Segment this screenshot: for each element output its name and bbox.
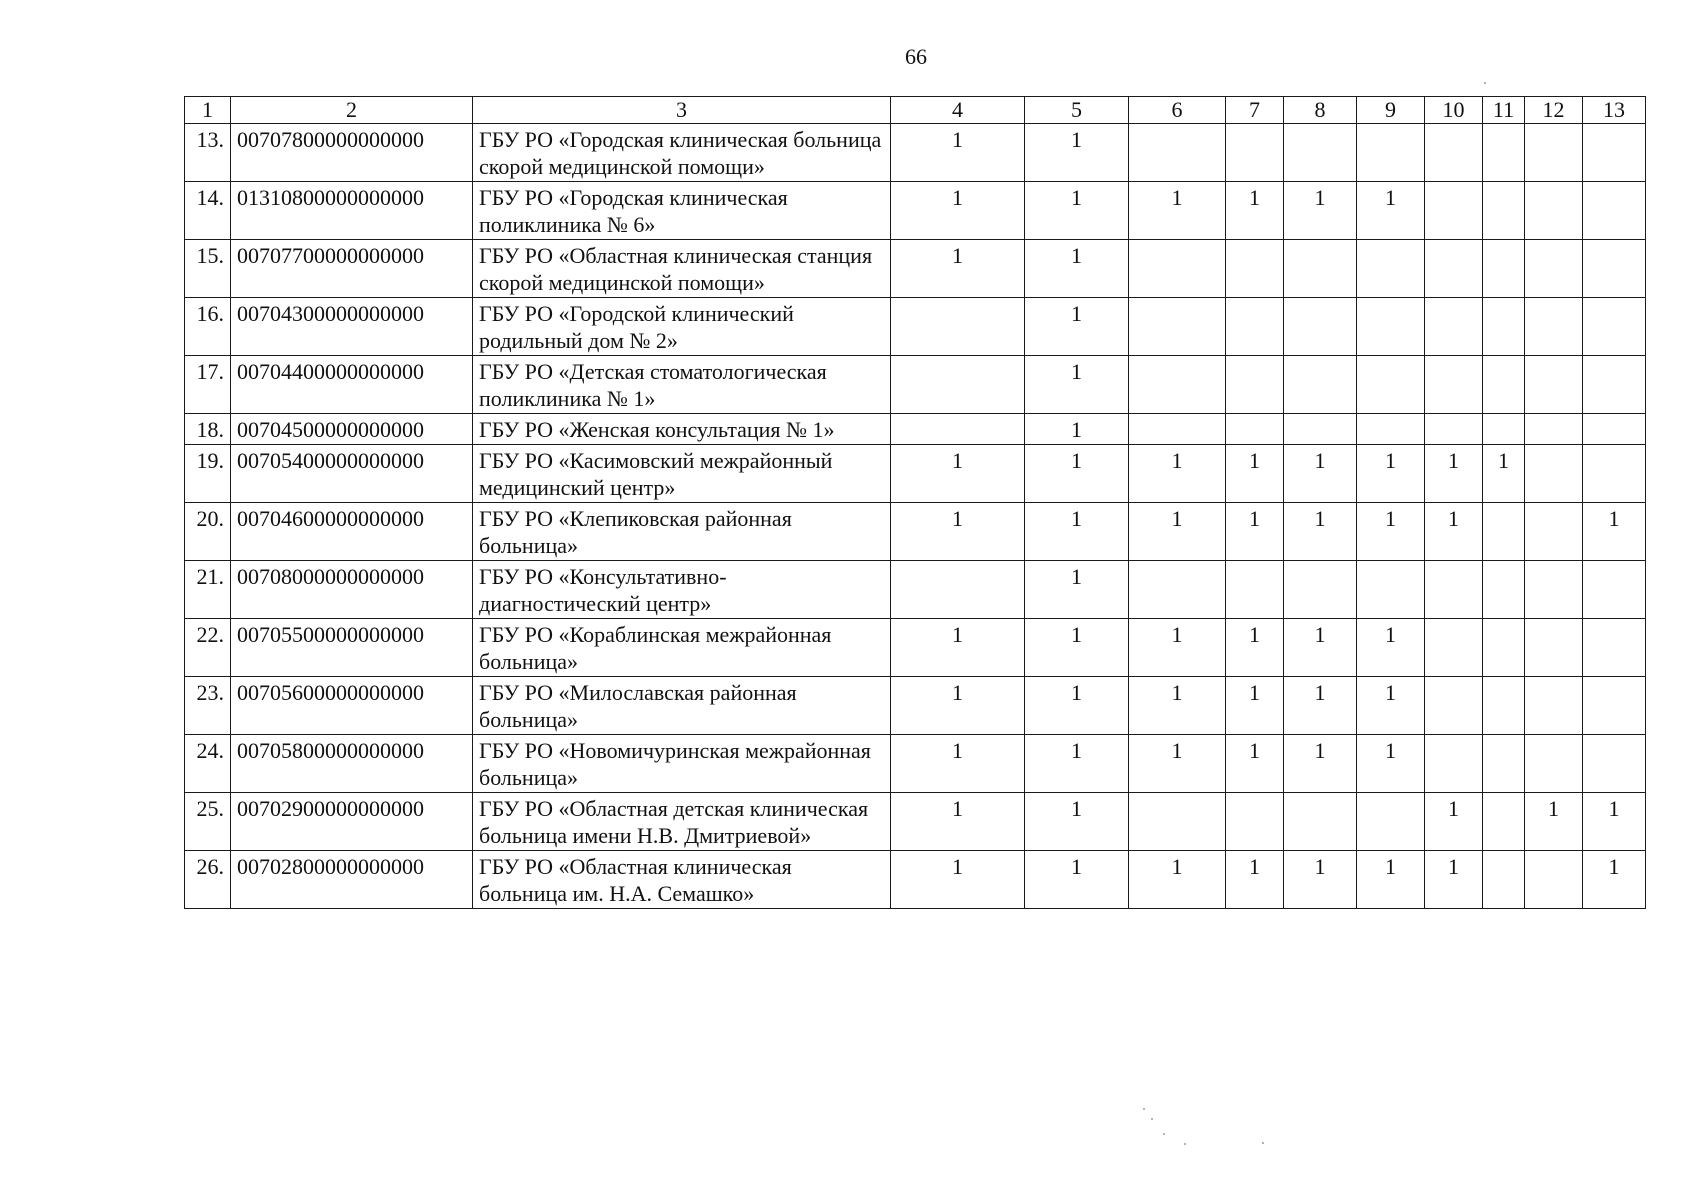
flag-cell-col-12 <box>1525 561 1583 619</box>
flag-cell-col-12 <box>1525 445 1583 503</box>
flag-cell-col-6 <box>1129 561 1226 619</box>
flag-cell-col-9 <box>1357 124 1425 182</box>
flag-cell-col-12 <box>1525 298 1583 356</box>
organization-name: ГБУ РО «Касимовский межрайонный медицинский центр» <box>473 445 891 503</box>
flag-cell-col-11 <box>1483 356 1525 414</box>
column-header-13: 13 <box>1583 97 1646 124</box>
table-row <box>185 793 1646 851</box>
organization-name: ГБУ РО «Новомичуринская межрайонная больница» <box>473 735 891 793</box>
flag-cell-col-8: 1 <box>1284 677 1357 735</box>
organization-code: 00704300000000000 <box>231 298 473 356</box>
flag-cell-col-4 <box>891 298 1025 356</box>
organization-code: 00702900000000000 <box>231 793 473 851</box>
organization-name: ГБУ РО «Городская клиническая поликлиника № 6» <box>473 182 891 240</box>
table-row <box>185 677 1646 735</box>
flag-cell-col-12 <box>1525 356 1583 414</box>
flag-cell-col-13: 1 <box>1583 503 1646 561</box>
flag-cell-col-12 <box>1525 619 1583 677</box>
table-row <box>185 561 1646 619</box>
flag-cell-col-7: 1 <box>1226 851 1284 909</box>
flag-cell-col-10 <box>1425 561 1483 619</box>
flag-cell-col-10 <box>1425 298 1483 356</box>
flag-cell-col-9 <box>1357 414 1425 445</box>
flag-cell-col-7 <box>1226 414 1284 445</box>
organization-name: ГБУ РО «Городская клиническая больница скорой медицинской помощи» <box>473 124 891 182</box>
flag-cell-col-10: 1 <box>1425 445 1483 503</box>
flag-cell-col-4: 1 <box>891 124 1025 182</box>
flag-cell-col-8 <box>1284 124 1357 182</box>
organization-code: 00707800000000000 <box>231 124 473 182</box>
flag-cell-col-11 <box>1483 619 1525 677</box>
flag-cell-col-10: 1 <box>1425 793 1483 851</box>
flag-cell-col-7 <box>1226 793 1284 851</box>
flag-cell-col-12 <box>1525 851 1583 909</box>
flag-cell-col-5: 1 <box>1025 677 1129 735</box>
organization-code: 01310800000000000 <box>231 182 473 240</box>
flag-cell-col-13 <box>1583 298 1646 356</box>
flag-cell-col-6: 1 <box>1129 182 1226 240</box>
row-number: 17. <box>185 356 231 414</box>
flag-cell-col-9: 1 <box>1357 182 1425 240</box>
organization-name: ГБУ РО «Кораблинская межрайонная больница» <box>473 619 891 677</box>
row-number: 22. <box>185 619 231 677</box>
flag-cell-col-5: 1 <box>1025 124 1129 182</box>
flag-cell-col-4: 1 <box>891 503 1025 561</box>
column-header-5: 5 <box>1025 97 1129 124</box>
organization-code: 00705600000000000 <box>231 677 473 735</box>
flag-cell-col-7 <box>1226 356 1284 414</box>
flag-cell-col-5: 1 <box>1025 182 1129 240</box>
flag-cell-col-11 <box>1483 735 1525 793</box>
row-number: 18. <box>185 414 231 445</box>
flag-cell-col-5: 1 <box>1025 240 1129 298</box>
row-number: 24. <box>185 735 231 793</box>
table-row <box>185 503 1646 561</box>
row-number: 16. <box>185 298 231 356</box>
flag-cell-col-11 <box>1483 124 1525 182</box>
flag-cell-col-7: 1 <box>1226 735 1284 793</box>
flag-cell-col-9: 1 <box>1357 735 1425 793</box>
flag-cell-col-7 <box>1226 561 1284 619</box>
flag-cell-col-11 <box>1483 240 1525 298</box>
table-row <box>185 735 1646 793</box>
organization-code: 00708000000000000 <box>231 561 473 619</box>
flag-cell-col-11 <box>1483 677 1525 735</box>
column-header-7: 7 <box>1226 97 1284 124</box>
flag-cell-col-13 <box>1583 240 1646 298</box>
flag-cell-col-6: 1 <box>1129 677 1226 735</box>
column-header-10: 10 <box>1425 97 1483 124</box>
flag-cell-col-10 <box>1425 240 1483 298</box>
flag-cell-col-6: 1 <box>1129 445 1226 503</box>
flag-cell-col-6: 1 <box>1129 851 1226 909</box>
flag-cell-col-11: 1 <box>1483 445 1525 503</box>
scan-speck <box>1151 1118 1153 1120</box>
flag-cell-col-6 <box>1129 356 1226 414</box>
row-number: 20. <box>185 503 231 561</box>
flag-cell-col-8 <box>1284 414 1357 445</box>
organization-name: ГБУ РО «Областная клиническая станция скорой медицинской помощи» <box>473 240 891 298</box>
organization-code: 00705800000000000 <box>231 735 473 793</box>
flag-cell-col-9: 1 <box>1357 677 1425 735</box>
flag-cell-col-4 <box>891 356 1025 414</box>
flag-cell-col-4 <box>891 561 1025 619</box>
table-row <box>185 445 1646 503</box>
column-header-2: 2 <box>231 97 473 124</box>
flag-cell-col-10 <box>1425 414 1483 445</box>
flag-cell-col-13: 1 <box>1583 793 1646 851</box>
flag-cell-col-4: 1 <box>891 677 1025 735</box>
flag-cell-col-11 <box>1483 793 1525 851</box>
flag-cell-col-6 <box>1129 240 1226 298</box>
flag-cell-col-9 <box>1357 561 1425 619</box>
flag-cell-col-12 <box>1525 503 1583 561</box>
organization-code: 00704500000000000 <box>231 414 473 445</box>
flag-cell-col-9: 1 <box>1357 619 1425 677</box>
flag-cell-col-8 <box>1284 240 1357 298</box>
flag-cell-col-6: 1 <box>1129 619 1226 677</box>
flag-cell-col-4 <box>891 414 1025 445</box>
flag-cell-col-13 <box>1583 619 1646 677</box>
organization-name: ГБУ РО «Милославская районная больница» <box>473 677 891 735</box>
organization-code: 00702800000000000 <box>231 851 473 909</box>
flag-cell-col-11 <box>1483 851 1525 909</box>
flag-cell-col-12: 1 <box>1525 793 1583 851</box>
flag-cell-col-9: 1 <box>1357 445 1425 503</box>
scan-speck <box>1184 1143 1186 1145</box>
organization-code: 00705500000000000 <box>231 619 473 677</box>
column-header-6: 6 <box>1129 97 1226 124</box>
organization-name: ГБУ РО «Городской клинический родильный дом № 2» <box>473 298 891 356</box>
flag-cell-col-7: 1 <box>1226 503 1284 561</box>
flag-cell-col-11 <box>1483 298 1525 356</box>
flag-cell-col-8 <box>1284 298 1357 356</box>
flag-cell-col-8: 1 <box>1284 851 1357 909</box>
organization-name: ГБУ РО «Областная клиническая больница им. Н.А. Семашко» <box>473 851 891 909</box>
column-header-3: 3 <box>473 97 891 124</box>
table-body <box>185 124 1646 909</box>
flag-cell-col-12 <box>1525 240 1583 298</box>
flag-cell-col-13 <box>1583 735 1646 793</box>
flag-cell-col-4: 1 <box>891 240 1025 298</box>
flag-cell-col-10 <box>1425 182 1483 240</box>
row-number: 14. <box>185 182 231 240</box>
flag-cell-col-12 <box>1525 735 1583 793</box>
table-row <box>185 182 1646 240</box>
organization-code: 00704600000000000 <box>231 503 473 561</box>
flag-cell-col-13 <box>1583 124 1646 182</box>
registry-table <box>184 96 1646 909</box>
scan-speck <box>1143 1108 1145 1110</box>
flag-cell-col-8 <box>1284 793 1357 851</box>
organization-name: ГБУ РО «Женская консультация № 1» <box>473 414 891 445</box>
table-row <box>185 298 1646 356</box>
flag-cell-col-5: 1 <box>1025 445 1129 503</box>
flag-cell-col-9 <box>1357 240 1425 298</box>
header-row <box>185 97 1646 124</box>
flag-cell-col-12 <box>1525 414 1583 445</box>
flag-cell-col-10 <box>1425 619 1483 677</box>
column-header-11: 11 <box>1483 97 1525 124</box>
column-header-1: 1 <box>185 97 231 124</box>
flag-cell-col-4: 1 <box>891 735 1025 793</box>
organization-code: 00707700000000000 <box>231 240 473 298</box>
flag-cell-col-5: 1 <box>1025 561 1129 619</box>
flag-cell-col-10: 1 <box>1425 851 1483 909</box>
flag-cell-col-13: 1 <box>1583 851 1646 909</box>
scan-speck <box>1262 1142 1264 1144</box>
table-row <box>185 356 1646 414</box>
organization-name: ГБУ РО «Консультативно-диагностический центр» <box>473 561 891 619</box>
flag-cell-col-4: 1 <box>891 851 1025 909</box>
column-header-8: 8 <box>1284 97 1357 124</box>
flag-cell-col-11 <box>1483 561 1525 619</box>
flag-cell-col-12 <box>1525 182 1583 240</box>
flag-cell-col-8: 1 <box>1284 182 1357 240</box>
row-number: 26. <box>185 851 231 909</box>
flag-cell-col-10 <box>1425 356 1483 414</box>
scan-speck <box>1484 82 1486 84</box>
flag-cell-col-11 <box>1483 414 1525 445</box>
flag-cell-col-10: 1 <box>1425 503 1483 561</box>
flag-cell-col-5: 1 <box>1025 356 1129 414</box>
flag-cell-col-12 <box>1525 677 1583 735</box>
flag-cell-col-11 <box>1483 182 1525 240</box>
flag-cell-col-8 <box>1284 561 1357 619</box>
flag-cell-col-11 <box>1483 503 1525 561</box>
flag-cell-col-5: 1 <box>1025 793 1129 851</box>
flag-cell-col-10 <box>1425 124 1483 182</box>
row-number: 13. <box>185 124 231 182</box>
flag-cell-col-9 <box>1357 298 1425 356</box>
flag-cell-col-4: 1 <box>891 619 1025 677</box>
flag-cell-col-5: 1 <box>1025 735 1129 793</box>
scan-speck <box>1163 1133 1165 1135</box>
table-row <box>185 619 1646 677</box>
organization-name: ГБУ РО «Областная детская клиническая больница имени Н.В. Дмитриевой» <box>473 793 891 851</box>
flag-cell-col-9: 1 <box>1357 851 1425 909</box>
column-header-9: 9 <box>1357 97 1425 124</box>
flag-cell-col-6 <box>1129 793 1226 851</box>
flag-cell-col-5: 1 <box>1025 503 1129 561</box>
row-number: 21. <box>185 561 231 619</box>
page-number: 66 <box>905 44 927 69</box>
flag-cell-col-7: 1 <box>1226 619 1284 677</box>
column-header-12: 12 <box>1525 97 1583 124</box>
flag-cell-col-8: 1 <box>1284 735 1357 793</box>
flag-cell-col-7: 1 <box>1226 677 1284 735</box>
flag-cell-col-13 <box>1583 414 1646 445</box>
organization-code: 00705400000000000 <box>231 445 473 503</box>
table-row <box>185 240 1646 298</box>
organization-code: 00704400000000000 <box>231 356 473 414</box>
flag-cell-col-6 <box>1129 414 1226 445</box>
table-row <box>185 124 1646 182</box>
organization-name: ГБУ РО «Клепиковская районная больница» <box>473 503 891 561</box>
flag-cell-col-6: 1 <box>1129 503 1226 561</box>
flag-cell-col-7: 1 <box>1226 182 1284 240</box>
flag-cell-col-7 <box>1226 124 1284 182</box>
flag-cell-col-5: 1 <box>1025 851 1129 909</box>
flag-cell-col-13 <box>1583 561 1646 619</box>
row-number: 25. <box>185 793 231 851</box>
column-header-4: 4 <box>891 97 1025 124</box>
table-row <box>185 851 1646 909</box>
flag-cell-col-8: 1 <box>1284 619 1357 677</box>
flag-cell-col-9 <box>1357 793 1425 851</box>
flag-cell-col-13 <box>1583 182 1646 240</box>
flag-cell-col-9 <box>1357 356 1425 414</box>
row-number: 19. <box>185 445 231 503</box>
flag-cell-col-8: 1 <box>1284 503 1357 561</box>
row-number: 15. <box>185 240 231 298</box>
flag-cell-col-4: 1 <box>891 793 1025 851</box>
flag-cell-col-10 <box>1425 677 1483 735</box>
flag-cell-col-6: 1 <box>1129 735 1226 793</box>
flag-cell-col-12 <box>1525 124 1583 182</box>
flag-cell-col-4: 1 <box>891 182 1025 240</box>
flag-cell-col-7 <box>1226 240 1284 298</box>
row-number: 23. <box>185 677 231 735</box>
organization-name: ГБУ РО «Детская стоматологическая поликлиника № 1» <box>473 356 891 414</box>
flag-cell-col-6 <box>1129 124 1226 182</box>
flag-cell-col-9: 1 <box>1357 503 1425 561</box>
flag-cell-col-8: 1 <box>1284 445 1357 503</box>
table-row <box>185 414 1646 445</box>
flag-cell-col-13 <box>1583 356 1646 414</box>
flag-cell-col-13 <box>1583 445 1646 503</box>
flag-cell-col-7: 1 <box>1226 445 1284 503</box>
flag-cell-col-6 <box>1129 298 1226 356</box>
flag-cell-col-13 <box>1583 677 1646 735</box>
flag-cell-col-5: 1 <box>1025 414 1129 445</box>
flag-cell-col-4: 1 <box>891 445 1025 503</box>
flag-cell-col-8 <box>1284 356 1357 414</box>
flag-cell-col-10 <box>1425 735 1483 793</box>
flag-cell-col-5: 1 <box>1025 298 1129 356</box>
flag-cell-col-5: 1 <box>1025 619 1129 677</box>
flag-cell-col-7 <box>1226 298 1284 356</box>
